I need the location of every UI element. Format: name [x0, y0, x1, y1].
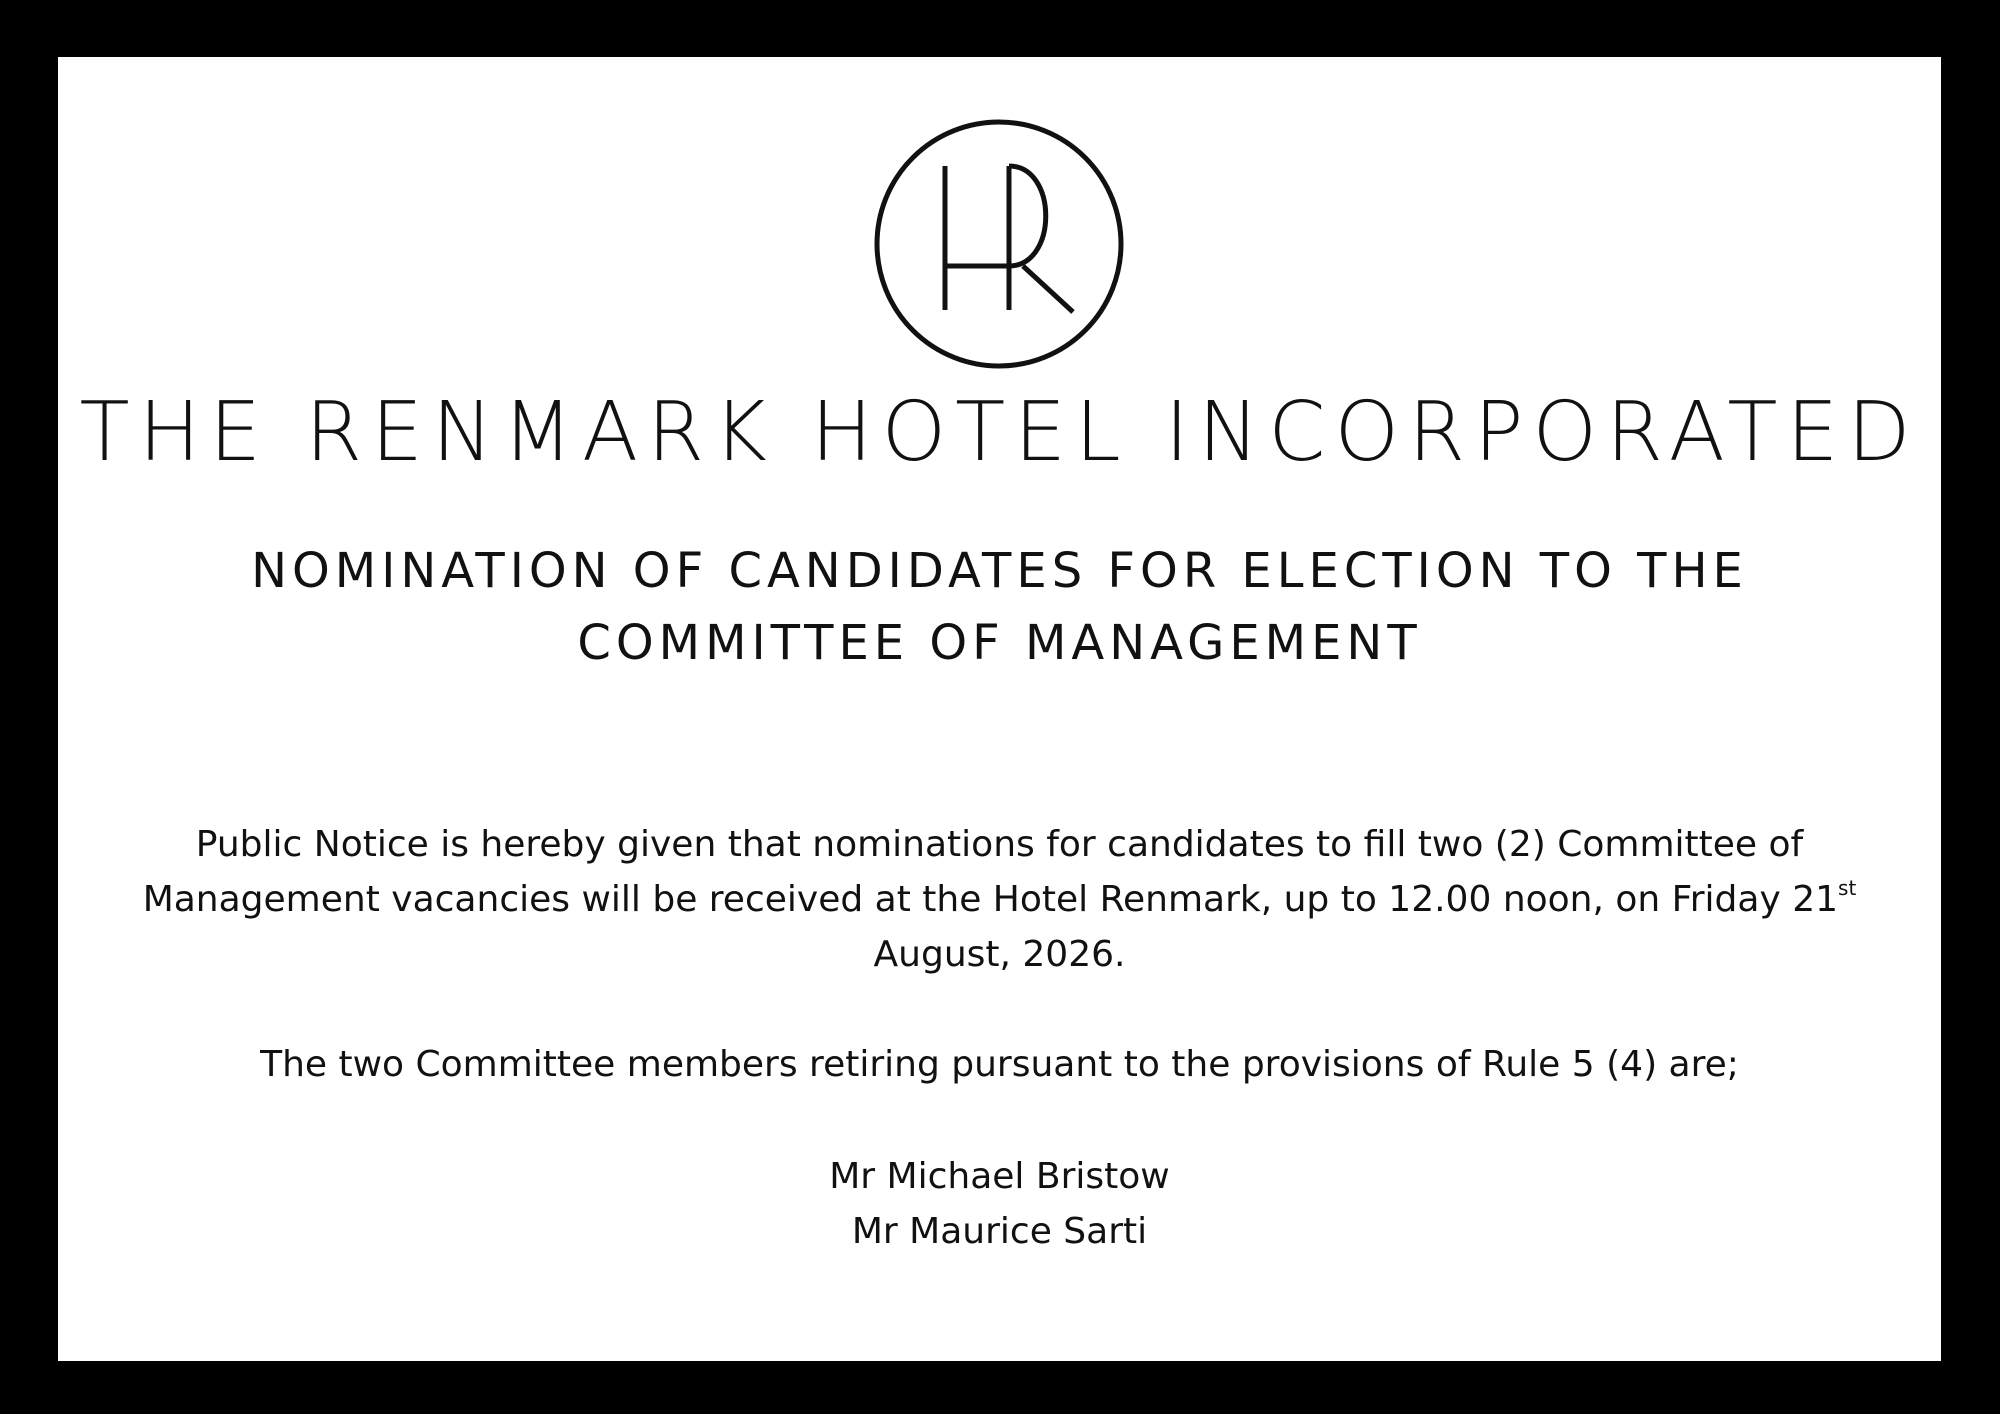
paragraph-line: August, 2026. [873, 934, 1126, 975]
member-name: Mr Michael Bristow [829, 1156, 1170, 1197]
paragraph-line [58, 872, 1941, 927]
notice-title-line: NOMINATION OF CANDIDATES FOR ELECTION TO THE [251, 543, 1748, 599]
paragraph-line: Public Notice is hereby given that nominations for candidates to fill two (2) Committee of [195, 824, 1804, 865]
notice-title-line: COMMITTEE OF MANAGEMENT [577, 615, 1422, 671]
notice-paragraph [58, 817, 1941, 982]
notice-title [58, 535, 1941, 679]
hr-monogram-icon [873, 118, 1125, 370]
organisation-name: THE RENMARK HOTEL INCORPORATED [79, 385, 1920, 480]
retiring-members-intro: The two Committee members retiring pursuant to the provisions of Rule 5 (4) are; [260, 1044, 1739, 1085]
paragraph-line-text: Management vacancies will be received at the Hotel Renmark, up to 12.00 noon, on Friday 21 [142, 879, 1839, 920]
notice-page [58, 57, 1941, 1361]
date-ordinal-suffix: st [1838, 876, 1857, 900]
retiring-members-list [58, 1149, 1941, 1259]
member-name: Mr Maurice Sarti [851, 1211, 1148, 1252]
